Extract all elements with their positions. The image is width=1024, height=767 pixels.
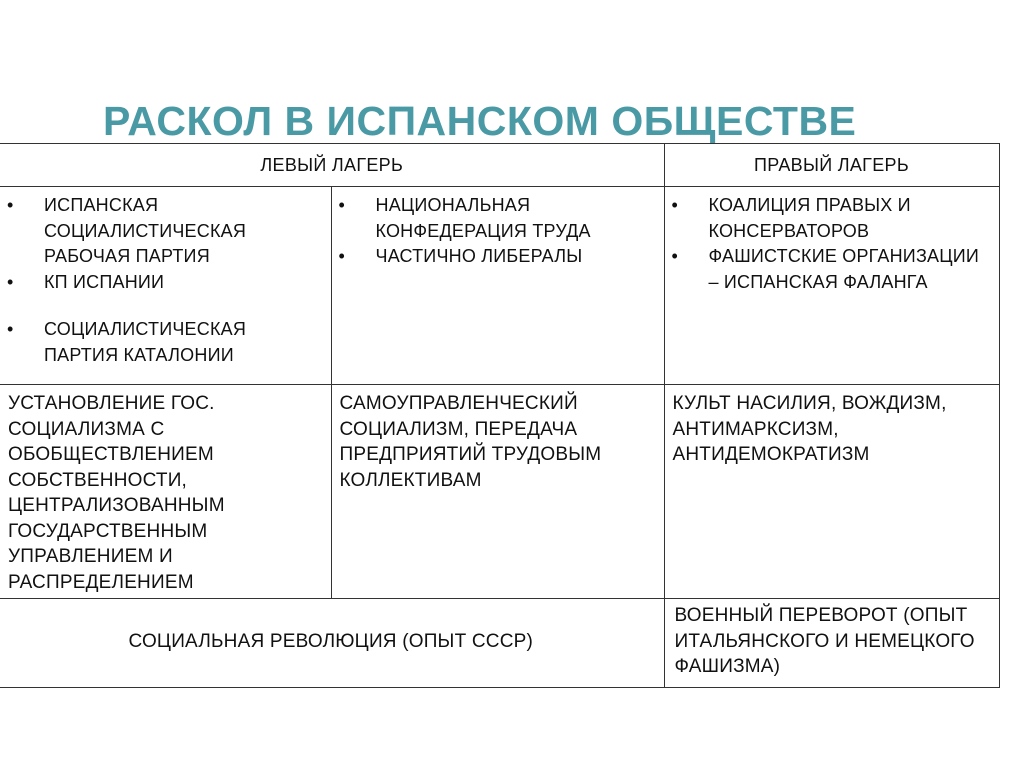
bullet-list — [0, 187, 331, 368]
slide-title: РАСКОЛ В ИСПАНСКОМ ОБЩЕСТВЕ — [103, 98, 857, 144]
goal-text: САМОУПРАВЛЕНЧЕСКИЙ СОЦИАЛИЗМ, ПЕРЕДАЧА ПРЕДПРИЯТИЙ ТРУДОВЫМ КОЛЛЕКТИВАМ — [339, 393, 602, 491]
list-item: • СОЦИАЛИСТИЧЕСКАЯ ПАРТИЯ КАТАЛОНИИ — [7, 319, 247, 365]
list-item: • НАЦИОНАЛЬНАЯ КОНФЕДЕРАЦИЯ ТРУДА — [338, 195, 591, 241]
goals-row — [0, 385, 999, 599]
right-camp-header: ПРАВЫЙ ЛАГЕРЬ — [664, 144, 999, 187]
list-item: • ЧАСТИЧНО ЛИБЕРАЛЫ — [336, 244, 654, 270]
bullet-list — [665, 187, 999, 295]
list-item: • ИСПАНСКАЯ СОЦИАЛИСТИЧЕСКАЯ РАБОЧАЯ ПАРТИЯ — [7, 195, 247, 266]
left-goals-cell-2 — [331, 385, 664, 599]
left-parties-cell-1 — [0, 187, 331, 385]
list-item: • ФАШИСТСКИЕ ОРГАНИЗАЦИИ – ИСПАНСКАЯ ФАЛАНГА — [671, 246, 980, 292]
left-goals-cell-1 — [0, 385, 331, 599]
list-item: • КП ИСПАНИИ — [4, 270, 321, 296]
left-camp-header: ЛЕВЫЙ ЛАГЕРЬ — [0, 144, 664, 187]
comparison-table — [0, 143, 1000, 688]
left-methods-cell — [0, 599, 664, 688]
bullet-list — [332, 187, 664, 270]
bullet-icon: • — [338, 246, 346, 266]
left-parties-cell-2 — [331, 187, 664, 385]
parties-row — [0, 187, 999, 385]
right-goals-cell — [664, 385, 999, 599]
goal-text: УСТАНОВЛЕНИЕ ГОС. СОЦИАЛИЗМА С ОБОБЩЕСТВЛЕНИЕМ СОБСТВЕННОСТИ, ЦЕНТРАЛИЗОВАННЫМ ГОСУДАРСТВЕННЫМ УПРАВЛЕНИЕМ И РАСПРЕДЕЛЕНИЕМ — [8, 393, 225, 593]
goal-text: КУЛЬТ НАСИЛИЯ, ВОЖДИЗМ, АНТИМАРКСИЗМ, АНТИДЕМОКРАТИЗМ — [672, 393, 947, 465]
bullet-icon: • — [7, 271, 14, 292]
right-methods-cell — [664, 599, 999, 688]
bullet-icon: • — [338, 195, 346, 215]
method-text: СОЦИАЛЬНАЯ РЕВОЛЮЦИЯ (ОПЫТ СССР) — [128, 631, 534, 652]
list-item: • КОАЛИЦИЯ ПРАВЫХ И КОНСЕРВАТОРОВ — [671, 195, 911, 241]
bullet-icon: • — [7, 195, 14, 215]
bullet-icon: • — [671, 195, 679, 215]
right-parties-cell — [664, 187, 999, 385]
bullet-icon: • — [671, 246, 679, 266]
header-row — [0, 144, 999, 187]
method-text: ВОЕННЫЙ ПЕРЕВОРОТ (ОПЫТ ИТАЛЬЯНСКОГО И НЕМЕЦКОГО ФАШИЗМА) — [674, 605, 975, 677]
methods-row — [0, 599, 999, 688]
bullet-icon: • — [7, 319, 14, 339]
